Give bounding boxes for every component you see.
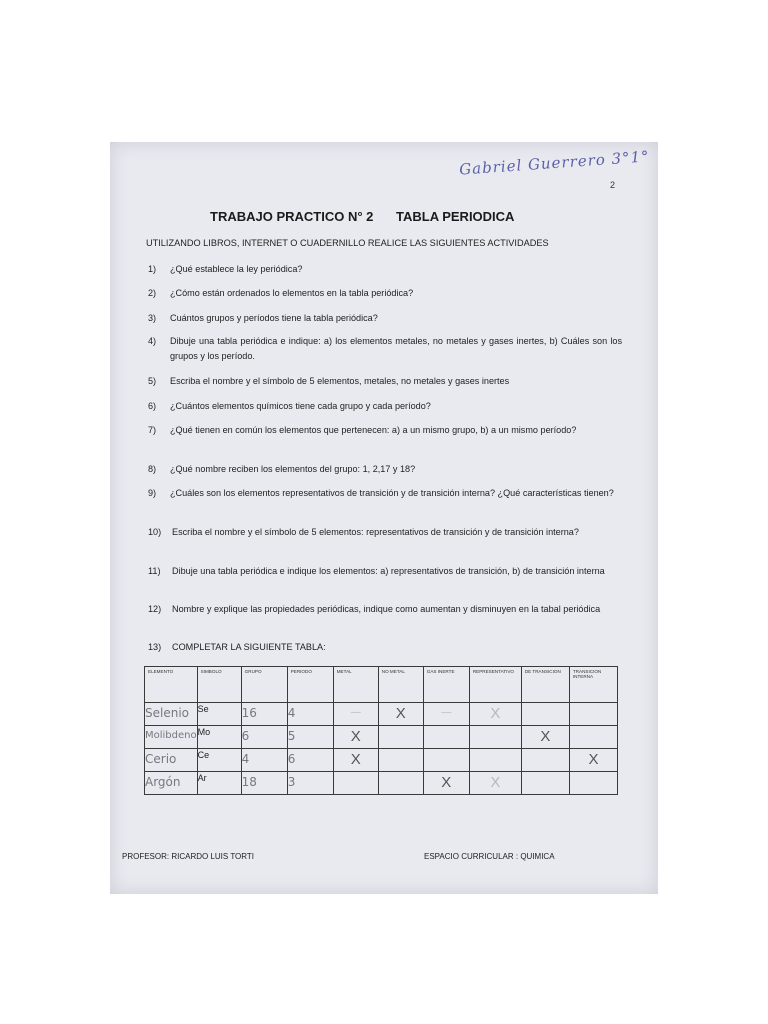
student-name-handwritten: Gabriel Guerrero 3°1° — [458, 147, 651, 179]
header-transicion-interna: TRANSICION INTERNA — [569, 667, 617, 703]
cell-period: 5 — [287, 726, 333, 749]
footer-profesor: PROFESOR: RICARDO LUIS TORTI — [122, 852, 255, 861]
question-7: 7) ¿Qué tienen en común los elementos que pertenecen: a) a un mismo grupo, b) a un mismo período? — [148, 425, 577, 435]
cell-de-transicion: X — [521, 726, 569, 749]
question-9: 9) ¿Cuáles son los elementos representativos de transición y de transición interna? ¿Qué características tienen? — [148, 488, 614, 498]
question-12: 12) Nombre y explique las propiedades periódicas, indique como aumentan y disminuyen en la tabal periódica — [148, 604, 601, 614]
cell-representativo: X — [469, 772, 521, 795]
cell-element: Cerio — [145, 749, 198, 772]
question-8: 8) ¿Qué nombre reciben los elementos del grupo: 1, 2,17 y 18? — [148, 464, 416, 474]
header-periodo: PERIODO — [287, 667, 333, 703]
cell-transicion-interna — [569, 772, 617, 795]
question-5: 5) Escriba el nombre y el símbolo de 5 elementos, metales, no metales y gases inertes — [148, 376, 510, 386]
cell-period: 4 — [287, 703, 333, 726]
cell-group: 6 — [241, 726, 287, 749]
title-right: TABLA PERIODICA — [396, 209, 515, 224]
question-10: 10) Escriba el nombre y el símbolo de 5 elementos: representativos de transición y de transición interna? — [148, 527, 579, 537]
question-4: 4) Dibuje una tabla periódica e indique: a) los elementos metales, no metales y gases inertes, b) Cuáles son los grupos y los período. — [148, 336, 622, 361]
cell-group: 16 — [241, 703, 287, 726]
cell-representativo: X — [469, 703, 521, 726]
cell-no-metal — [378, 749, 423, 772]
table-row — [145, 772, 618, 795]
cell-transicion-interna — [569, 703, 617, 726]
element-table — [144, 666, 618, 795]
cell-symbol: Mo — [197, 726, 241, 749]
cell-element: Molibdeno — [145, 726, 198, 749]
cell-representativo — [469, 726, 521, 749]
cell-no-metal — [378, 772, 423, 795]
header-de-transicion: DE TRANSICION — [521, 667, 569, 703]
title-left: TRABAJO PRACTICO N° 2 — [210, 209, 374, 224]
cell-group: 18 — [241, 772, 287, 795]
header-elemento: ELEMENTO — [145, 667, 198, 703]
cell-metal: X — [333, 749, 378, 772]
cell-gas-inerte: — — [423, 703, 469, 726]
question-1: 1) ¿Qué establece la ley periódica? — [148, 264, 303, 274]
header-no-metal: NO METAL — [378, 667, 423, 703]
footer-espacio-curricular: ESPACIO CURRICULAR : QUIMICA — [424, 852, 555, 861]
cell-element: Selenio — [145, 703, 198, 726]
question-11: 11) Dibuje una tabla periódica e indique los elementos: a) representativos de transición, b) de transición interna — [148, 566, 605, 576]
cell-gas-inerte — [423, 726, 469, 749]
cell-de-transicion — [521, 749, 569, 772]
page-number: 2 — [610, 180, 616, 190]
question-2: 2) ¿Cómo están ordenados lo elementos en la tabla periódica? — [148, 288, 414, 298]
table-row — [145, 726, 618, 749]
cell-representativo — [469, 749, 521, 772]
cell-no-metal: X — [378, 703, 423, 726]
table-row — [145, 749, 618, 772]
question-3: 3) Cuántos grupos y períodos tiene la tabla periódica? — [148, 313, 378, 323]
question-6: 6) ¿Cuántos elementos químicos tiene cada grupo y cada período? — [148, 401, 431, 411]
cell-no-metal — [378, 726, 423, 749]
cell-symbol: Se — [197, 703, 241, 726]
header-simbolo: SIMBOLO — [197, 667, 241, 703]
cell-period: 3 — [287, 772, 333, 795]
table-row — [145, 703, 618, 726]
cell-metal: X — [333, 726, 378, 749]
cell-metal: — — [333, 703, 378, 726]
cell-gas-inerte — [423, 749, 469, 772]
instructions: UTILIZANDO LIBROS, INTERNET O CUADERNILLO REALICE LAS SIGUIENTES ACTIVIDADES — [146, 238, 549, 248]
header-gas-inerte: GAS INERTE — [423, 667, 469, 703]
cell-transicion-interna: X — [569, 749, 617, 772]
cell-symbol: Ce — [197, 749, 241, 772]
cell-element: Argón — [145, 772, 198, 795]
table-header-row — [145, 667, 618, 703]
cell-symbol: Ar — [197, 772, 241, 795]
header-grupo: GRUPO — [241, 667, 287, 703]
cell-period: 6 — [287, 749, 333, 772]
cell-de-transicion — [521, 703, 569, 726]
cell-metal — [333, 772, 378, 795]
cell-transicion-interna — [569, 726, 617, 749]
header-representativo: REPRESENTATIVO — [469, 667, 521, 703]
cell-group: 4 — [241, 749, 287, 772]
cell-gas-inerte: X — [423, 772, 469, 795]
cell-de-transicion — [521, 772, 569, 795]
question-13: 13) COMPLETAR LA SIGUIENTE TABLA: — [148, 642, 326, 652]
worksheet-page — [110, 142, 658, 894]
header-metal: METAL — [333, 667, 378, 703]
